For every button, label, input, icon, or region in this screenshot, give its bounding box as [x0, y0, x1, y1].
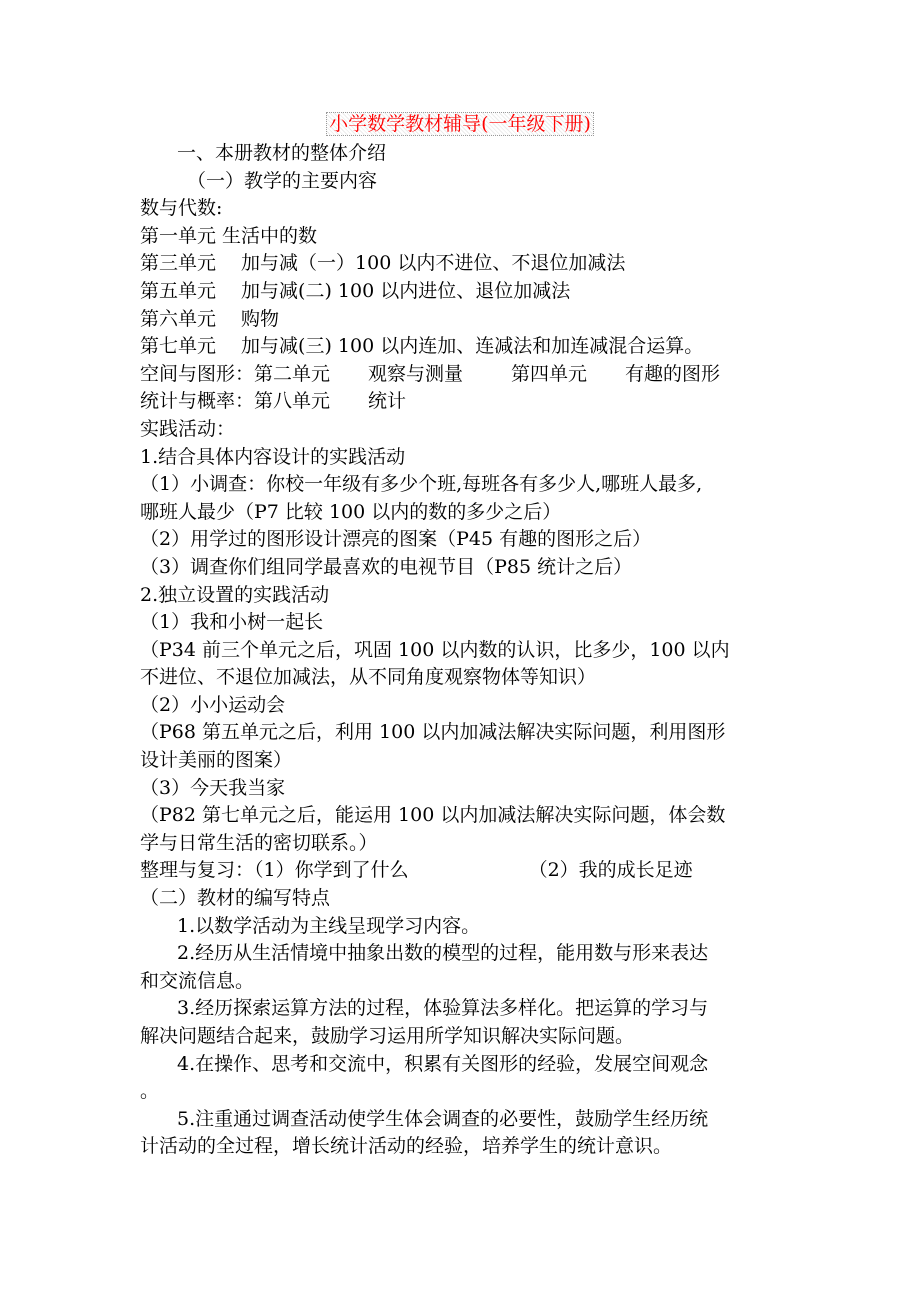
- practice-item: （2）小小运动会: [140, 693, 286, 716]
- feature-item: 2.经历从生活情境中抽象出数的模型的过程，能用数与形来表达: [177, 942, 709, 965]
- practice-item: 不进位、不退位加减法，从不同角度观察物体等知识）: [140, 666, 597, 689]
- feature-item: 和交流信息。: [140, 969, 255, 992]
- practice-item: 学与日常生活的密切联系。）: [140, 831, 378, 854]
- statistics-line: 统计与概率：第八单元 统计: [140, 390, 407, 413]
- feature-item: 4.在操作、思考和交流中，积累有关图形的经验，发展空间观念: [177, 1052, 709, 1075]
- practice-heading: 实践活动：: [140, 417, 236, 440]
- practice-item: （3）今天我当家: [140, 776, 286, 799]
- feature-item: 1.以数学活动为主线呈现学习内容。: [177, 914, 481, 937]
- feature-item: 解决问题结合起来，鼓励学习运用所学知识解决实际问题。: [140, 1025, 635, 1047]
- unit-line: 第三单元 加与减（一）100 以内不进位、不退位加减法: [140, 252, 626, 275]
- practice-item: 设计美丽的图案）: [140, 749, 293, 772]
- subsection-heading: （一）教学的主要内容: [187, 169, 378, 192]
- unit-line: 第一单元 生活中的数: [140, 224, 318, 247]
- practice-item: （1）我和小树一起长: [140, 611, 324, 634]
- practice-item: （2）用学过的图形设计漂亮的图案（P45 有趣的图形之后）: [140, 528, 652, 551]
- practice-subheading: 2.独立设置的实践活动: [140, 583, 330, 606]
- geometry-extra: 第四单元 有趣的图形: [511, 362, 721, 385]
- feature-item: 。: [140, 1080, 160, 1103]
- algebra-heading: 数与代数:: [140, 197, 223, 220]
- practice-item: （P68 第五单元之后，利用 100 以内加减法解决实际问题，利用图形: [140, 721, 726, 744]
- document-body: [140, 140, 790, 1161]
- practice-item: 哪班人最少（P7 比较 100 以内的数的多少之后）: [140, 500, 562, 523]
- document-title: [0, 110, 920, 138]
- feature-item: 3.经历探索运算方法的过程，体验算法多样化。把运算的学习与: [177, 997, 709, 1020]
- feature-item: 计活动的全过程，增长统计活动的经验，培养学生的统计意识。: [140, 1135, 673, 1158]
- unit-line: 第七单元 加与减(三) 100 以内连加、连减法和加连减混合运算。: [140, 335, 704, 358]
- practice-item: （1）小调查：你校一年级有多少个班,每班各有多少人,哪班人最多,: [140, 473, 703, 496]
- geometry-line: [140, 361, 790, 389]
- practice-item: （P82 第七单元之后，能运用 100 以内加减法解决实际问题，体会数: [140, 804, 726, 827]
- unit-line: 第五单元 加与减(二) 100 以内进位、退位加减法: [140, 279, 571, 302]
- review-line: [140, 857, 790, 885]
- review-label: 整理与复习：（1）你学到了什么: [140, 859, 409, 882]
- feature-item: 5.注重通过调查活动使学生体会调查的必要性，鼓励学生经历统: [177, 1107, 709, 1130]
- review-extra: （2）我的成长足迹: [528, 859, 693, 882]
- section-heading: 一、本册教材的整体介绍: [177, 142, 387, 164]
- geometry-label: 空间与图形：第二单元 观察与测量: [140, 362, 464, 385]
- title-text: 小学数学教材辅导(一年级下册): [326, 112, 594, 136]
- practice-subheading: 1.结合具体内容设计的实践活动: [140, 445, 406, 468]
- subsection-heading: （二）教材的编写特点: [140, 887, 331, 910]
- practice-item: （P34 前三个单元之后，巩固 100 以内数的认识，比多少，100 以内: [140, 638, 730, 661]
- practice-item: （3）调查你们组同学最喜欢的电视节目（P85 统计之后）: [140, 555, 633, 578]
- unit-line: 第六单元 购物: [140, 307, 280, 330]
